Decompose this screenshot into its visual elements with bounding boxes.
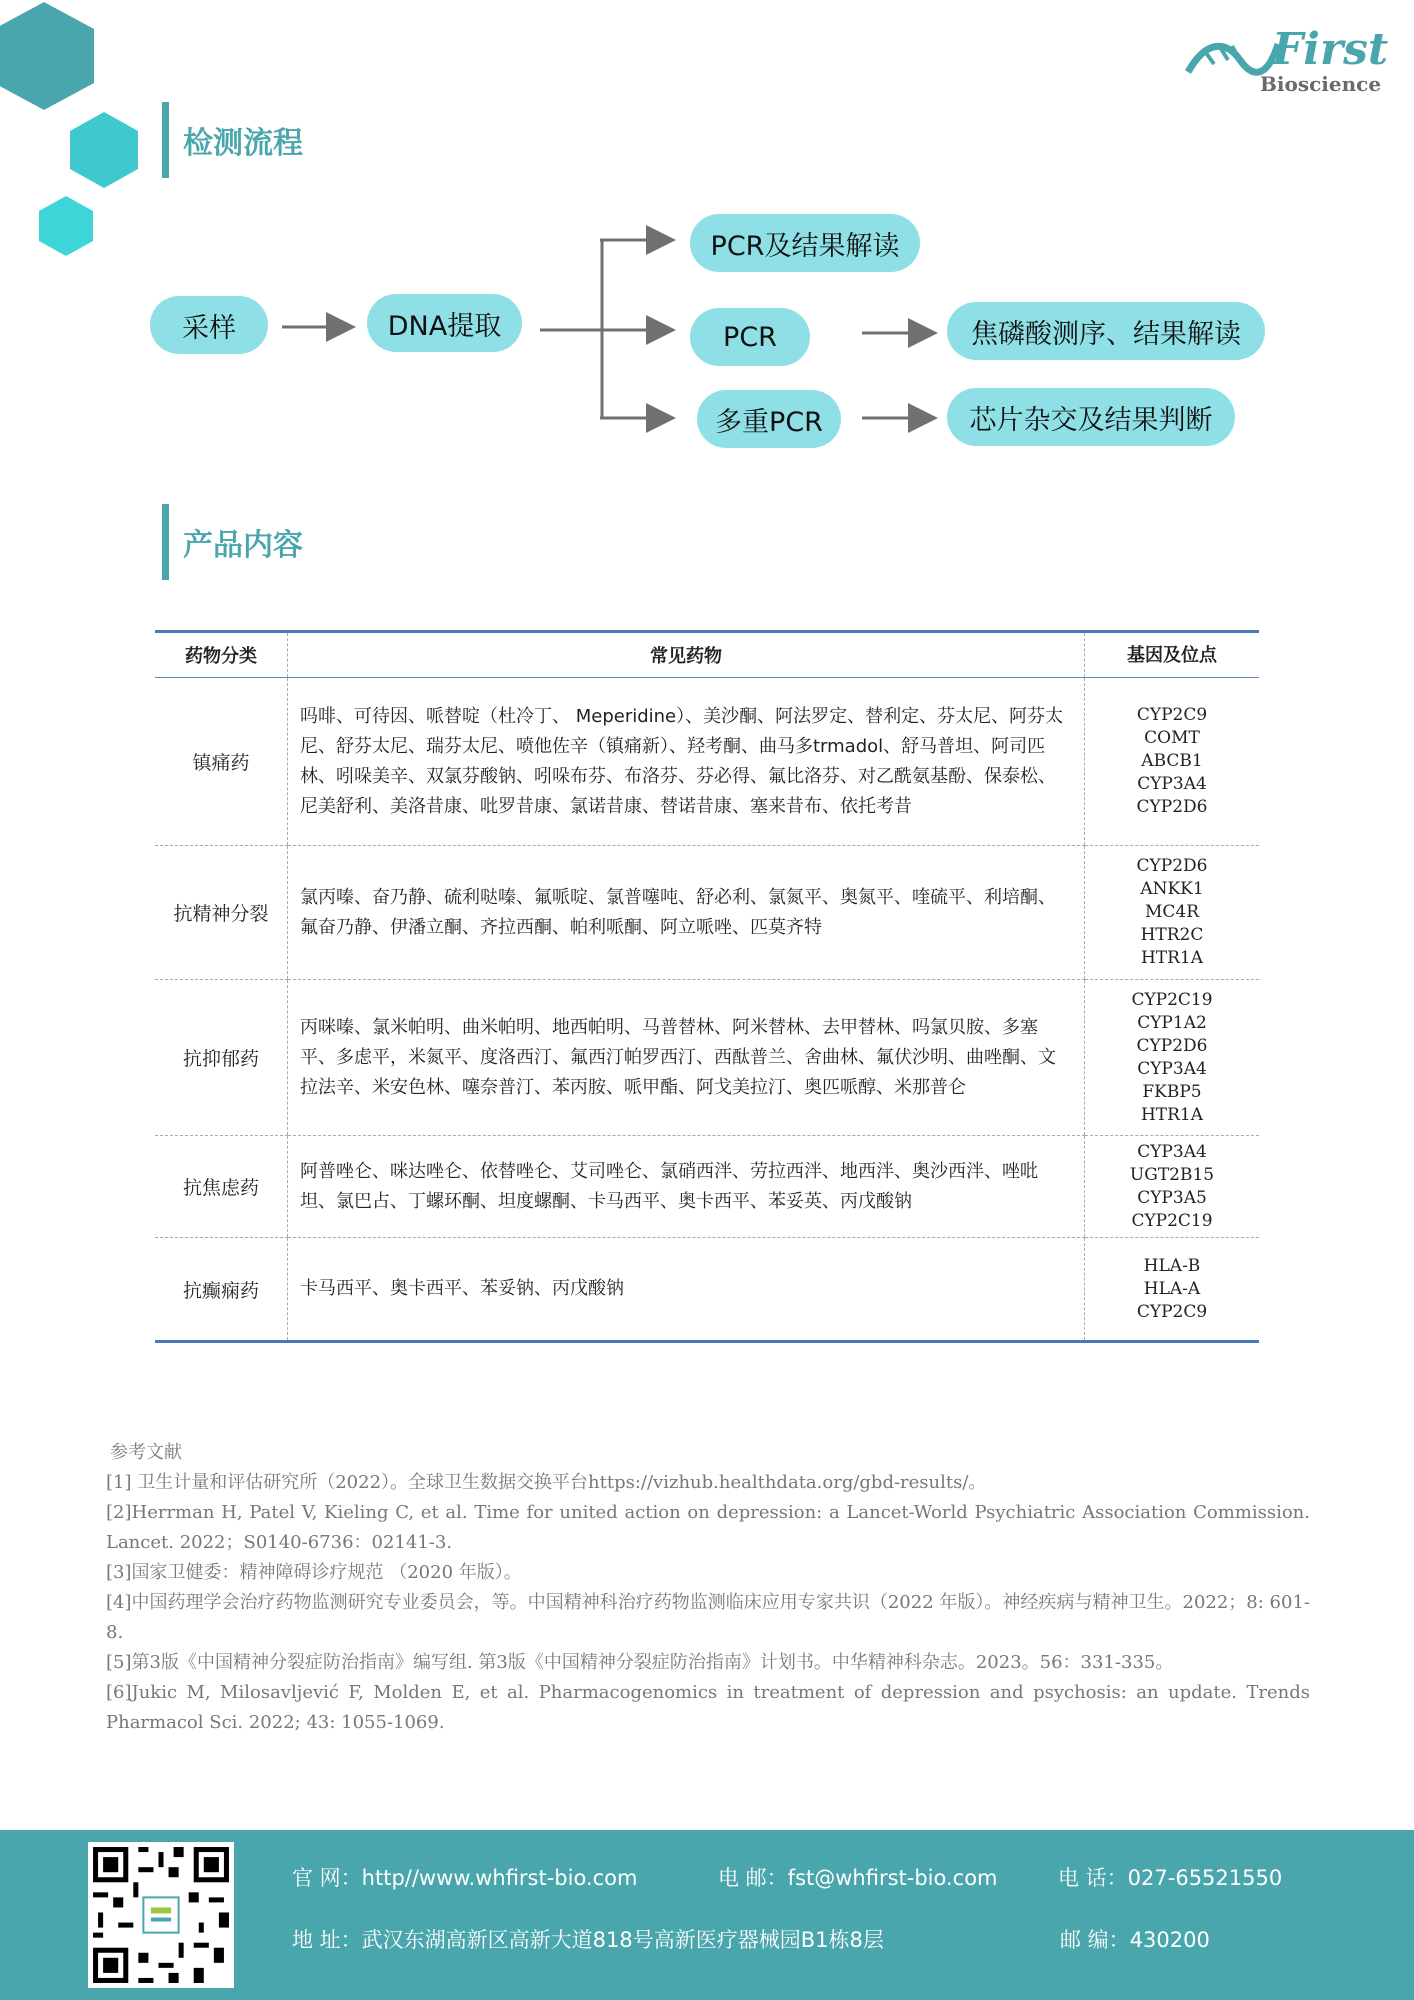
gene-label: CYP2C9 — [1136, 705, 1208, 725]
gene-label: FKBP5 — [1142, 1081, 1202, 1102]
hexagon-large-decoration — [0, 0, 100, 112]
gene-label: HLA-B — [1143, 1255, 1201, 1276]
reference-item: [4]中国药理学会治疗药物监测研究专业委员会，等。中国精神科治疗药物监测临床应用专家共识（2022 年版）。神经疾病与精神卫生。2022；8: 601-8. — [106, 1592, 1310, 1643]
footer-postcode: 邮 编：430200 — [1060, 1928, 1210, 1952]
table-header-row — [155, 632, 1259, 678]
reference-item: [3]国家卫健委：精神障碍诊疗规范 （2020 年版）。 — [106, 1562, 522, 1583]
gene-label: HTR2C — [1140, 925, 1204, 945]
table-row — [155, 1136, 1259, 1238]
gene-label: CYP2D6 — [1136, 856, 1208, 876]
process-section-title — [162, 102, 303, 178]
gene-label: HLA-A — [1143, 1278, 1201, 1299]
title-accent-bar — [162, 504, 169, 580]
drugs-cell: 氯丙嗪、奋乃静、硫利哒嗪、氟哌啶、氯普噻吨、舒必利、氯氮平、奥氮平、喹硫平、利培酮、氟奋乃静、伊潘立酮、齐拉西酮、帕利哌酮、阿立哌唑、匹莫齐特 — [288, 846, 1085, 980]
product-section-title — [162, 504, 303, 580]
product-table — [155, 630, 1259, 1343]
references-title: 参考文献 — [110, 1442, 182, 1463]
title-accent-bar — [162, 102, 169, 178]
flow-step-pcr: PCR — [690, 308, 810, 366]
footer-email[interactable]: 电 邮：fst@whfirst-bio.com — [718, 1866, 998, 1890]
gene-label: CYP1A2 — [1137, 1012, 1207, 1033]
process-title-text: 检测流程 — [183, 126, 303, 161]
reference-item: [1] 卫生计量和评估研究所（2022）。全球卫生数据交换平台https://vizhub.healthdata.org/gbd-results/。 — [106, 1472, 987, 1493]
reference-item: [2]Herrman H, Patel V, Kieling C, et al. Time for united action on depression: a Lancet-World Psychiatric Association Commission. Lancet. 2022；S0140-6736：02141-3. — [106, 1502, 1310, 1553]
table-row — [155, 846, 1259, 980]
qr-code[interactable] — [88, 1842, 234, 1988]
genes-cell — [1085, 678, 1260, 846]
footer-address: 地 址：武汉东湖高新区高新大道818号高新医疗器械园B1栋8层 — [292, 1928, 884, 1952]
gene-label: CYP2D6 — [1136, 797, 1208, 817]
brand-name: First — [1272, 24, 1389, 75]
gene-label: MC4R — [1144, 902, 1200, 922]
header-genes: 基因及位点 — [1085, 632, 1260, 678]
gene-label: CYP2C19 — [1131, 989, 1213, 1010]
product-title-text: 产品内容 — [183, 528, 303, 563]
hexagon-medium-decoration — [66, 110, 142, 190]
category-cell: 抗癫痫药 — [155, 1238, 288, 1342]
brand-logo — [1184, 24, 1389, 96]
genes-cell — [1085, 846, 1260, 980]
gene-label: CYP2C9 — [1136, 1301, 1208, 1322]
gene-label: COMT — [1144, 728, 1200, 748]
category-cell: 抗精神分裂 — [155, 846, 288, 980]
table-row — [155, 1238, 1259, 1342]
flow-step-multiplex-pcr: 多重PCR — [697, 390, 841, 448]
gene-label: CYP3A5 — [1137, 1187, 1207, 1208]
gene-label: HTR1A — [1140, 1104, 1204, 1125]
gene-label: CYP2C19 — [1131, 1210, 1213, 1231]
header-drugs: 常见药物 — [288, 632, 1085, 678]
drugs-cell: 丙咪嗪、氯米帕明、曲米帕明、地西帕明、马普替林、阿米替林、去甲替林、吗氯贝胺、多塞平、多虑平，米氮平、度洛西汀、氟西汀帕罗西汀、西酞普兰、舍曲林、氟伏沙明、曲唑酮、文拉法辛、米安色林、噻奈普汀、苯丙胺、哌甲酯、阿戈美拉汀、奥匹哌醇、米那普仑 — [288, 980, 1085, 1136]
reference-item: [5]第3版《中国精神分裂症防治指南》编写组. 第3版《中国精神分裂症防治指南》计划书。中华精神科杂志。2023。56：331-335。 — [106, 1652, 1174, 1673]
flow-step-pyrosequencing: 焦磷酸测序、结果解读 — [947, 302, 1265, 360]
gene-label: HTR1A — [1140, 948, 1204, 968]
flow-step-sampling: 采样 — [150, 296, 268, 354]
gene-label: CYP3A4 — [1137, 1058, 1207, 1079]
category-cell: 抗焦虑药 — [155, 1136, 288, 1238]
footer-bar — [0, 1830, 1414, 2000]
genes-cell — [1085, 980, 1260, 1136]
references-section — [106, 1438, 1310, 1738]
footer-website[interactable]: 官 网：http//www.whfirst-bio.com — [292, 1866, 638, 1890]
table-row — [155, 678, 1259, 846]
brand-subtitle: Bioscience — [1260, 72, 1382, 96]
gene-label: ABCB1 — [1141, 751, 1203, 771]
table-row — [155, 980, 1259, 1136]
genes-cell — [1085, 1238, 1260, 1342]
gene-label: CYP2D6 — [1136, 1035, 1208, 1056]
genes-cell — [1085, 1136, 1260, 1238]
category-cell: 抗抑郁药 — [155, 980, 288, 1136]
flow-step-pcr-interpretation: PCR及结果解读 — [690, 214, 920, 272]
flow-step-chip-hybridization: 芯片杂交及结果判断 — [947, 388, 1235, 446]
drugs-cell: 卡马西平、奥卡西平、苯妥钠、丙戊酸钠 — [288, 1238, 1085, 1342]
gene-label: CYP3A4 — [1137, 774, 1207, 794]
drugs-cell: 阿普唑仑、咪达唑仑、依替唑仑、艾司唑仑、氯硝西泮、劳拉西泮、地西泮、奥沙西泮、唑吡坦、氯巴占、丁螺环酮、坦度螺酮、卡马西平、奥卡西平、苯妥英、丙戊酸钠 — [288, 1136, 1085, 1238]
drugs-cell: 吗啡、可待因、哌替啶（杜冷丁、 Meperidine）、美沙酮、阿法罗定、替利定、芬太尼、阿芬太尼、舒芬太尼、瑞芬太尼、喷他佐辛（镇痛新）、羟考酮、曲马多trmadol、舒马普坦、阿司匹林、吲哚美辛、双氯芬酸钠、吲哚布芬、布洛芬、芬必得、氟比洛芬、对乙酰氨基酚、保泰松、尼美舒利、美洛昔康、吡罗昔康、氯诺昔康、替诺昔康、塞来昔布、依托考昔 — [288, 678, 1085, 846]
gene-label: UGT2B15 — [1129, 1164, 1215, 1185]
reference-item: [6]Jukic M, Milosavljević F, Molden E, et al. Pharmacogenomics in treatment of depression and psychosis: an update. Trends Pharmacol Sci. 2022; 43: 1055-1069. — [106, 1682, 1310, 1733]
qr-code-icon — [88, 1842, 234, 1988]
footer-phone: 电 话：027-65521550 — [1058, 1866, 1283, 1890]
category-cell: 镇痛药 — [155, 678, 288, 846]
header-category: 药物分类 — [155, 632, 288, 678]
gene-label: ANKK1 — [1140, 879, 1204, 899]
gene-label: CYP3A4 — [1137, 1141, 1207, 1162]
flow-step-dna-extraction: DNA提取 — [367, 294, 522, 352]
process-flow-diagram — [0, 200, 1414, 460]
